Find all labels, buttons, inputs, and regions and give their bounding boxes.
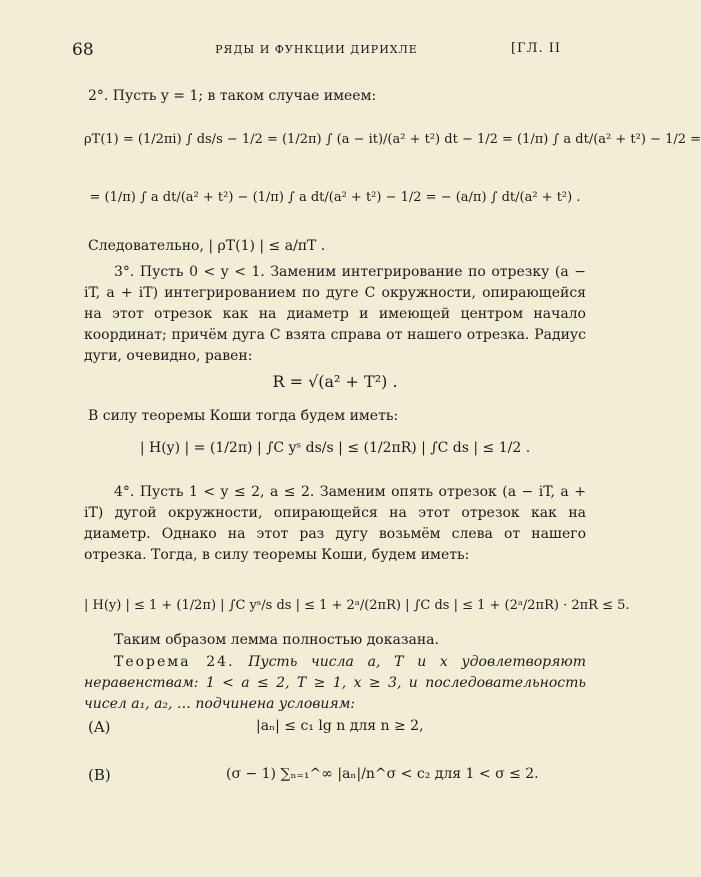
condition-a: |aₙ| ≤ c₁ lg n для n ≥ 2, [256, 718, 424, 734]
case3-text: 3°. Пусть 0 < y < 1. Заменим интегрирование по отрезку (a − iT, a + iT) интегрированием по дуге C окружности, опирающейся на этот отрезок как на диаметр и имеющей центром начало координат; причём дуга C взята справа от нашего отрезка. Радиус дуги, очевидно, равен: [84, 264, 586, 364]
case2-formula-line2: = (1/π) ∫ a dt/(a² + t²) − (1/π) ∫ a dt/(a² + t²) − 1/2 = − (a/π) ∫ dt/(a² + t²) . [89, 190, 581, 205]
case3-radius: R = √(a² + T²) . [272, 372, 398, 391]
case2-formula-line1: ρT(1) = (1/2πi) ∫ ds/s − 1/2 = (1/2π) ∫ (a − it)/(a² + t²) dt − 1/2 = (1/π) ∫ a dt/(a² + t²) − 1/2 = [84, 132, 701, 147]
case3-cauchy: В силу теоремы Коши тогда будем иметь: [88, 408, 399, 424]
case2-intro: 2°. Пусть y = 1; в таком случае имеем: [88, 88, 377, 104]
running-title: РЯДЫ И ФУНКЦИИ ДИРИХЛЕ [215, 43, 418, 56]
chapter-label: [ГЛ. II [510, 41, 561, 56]
lemma-closing: Таким образом лемма полностью доказана. [114, 632, 439, 648]
theorem-title: Теорема 24. [114, 654, 235, 670]
condition-a-label: (A) [88, 718, 111, 736]
case4-formula: | H(y) | ≤ 1 + (1/2π) | ∫C yˢ/s ds | ≤ 1 + 2ᵃ/(2πR) | ∫C ds | ≤ 1 + (2ᵃ/2πR) · 2πR ≤ 5. [84, 598, 630, 613]
theorem-statement: Пусть числа a, T и x удовлетворяют неравенствам: 1 < a ≤ 2, T ≥ 1, x ≥ 3, и последовательность чисел a₁, a₂, … подчинена условиям: [84, 654, 587, 712]
case3-formula: | H(y) | = (1/2π) | ∫C yˢ ds/s | ≤ (1/2πR) | ∫C ds | ≤ 1/2 . [139, 440, 531, 456]
theorem-24 [84, 652, 586, 715]
page-header [72, 40, 561, 60]
case2-conclusion: Следовательно, | ρT(1) | ≤ a/πT . [88, 238, 326, 254]
condition-b-label: (B) [88, 766, 111, 784]
condition-b: (σ − 1) ∑ₙ₌₁^∞ |aₙ|/n^σ < c₂ для 1 < σ ≤ 2. [226, 766, 539, 782]
page-number: 68 [72, 40, 94, 60]
case4-text: 4°. Пусть 1 < y ≤ 2, a ≤ 2. Заменим опять отрезок (a − iT, a + iT) дугой окружности, опирающейся на этот отрезок как на диаметр. Однако на этот раз дугу возьмём слева от нашего отрезка. Тогда, в силу теоремы Коши, будем иметь: [84, 484, 586, 563]
